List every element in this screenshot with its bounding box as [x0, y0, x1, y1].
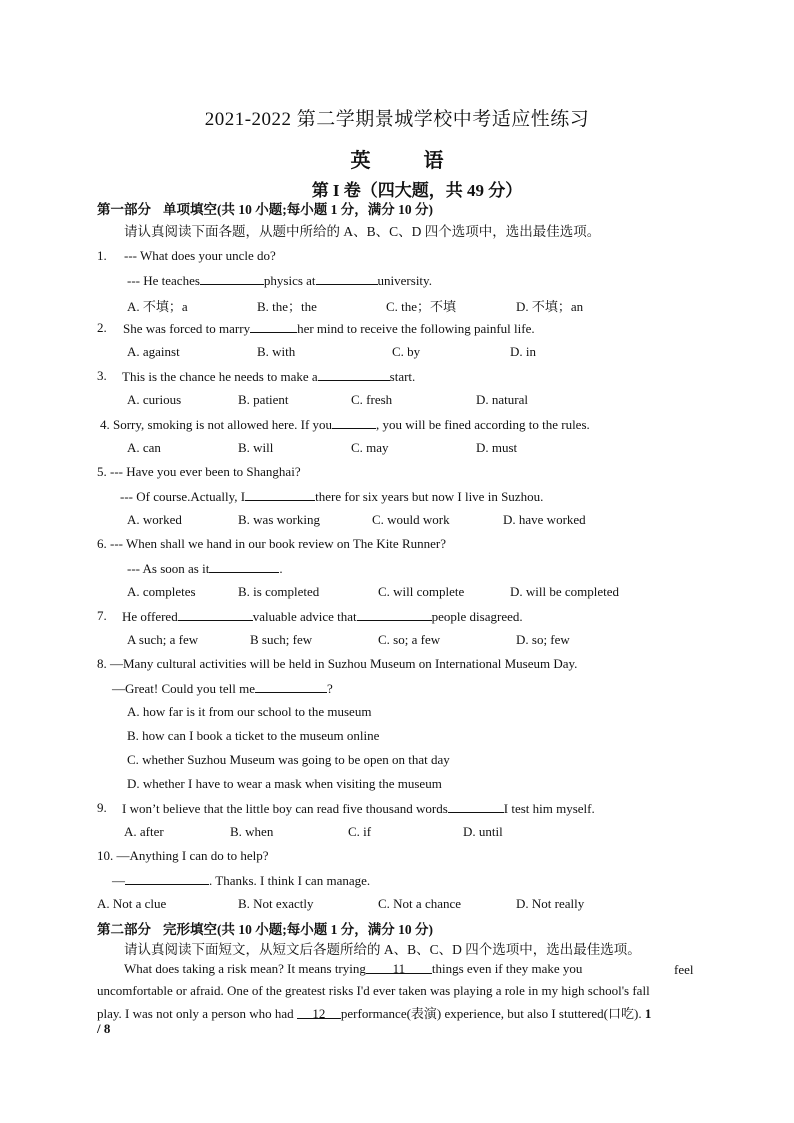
- part1-label: 第一部分: [97, 202, 151, 217]
- option-b: B. how can I book a ticket to the museum online: [127, 728, 380, 743]
- option-d: D. 不填；an: [516, 299, 584, 314]
- option-c: C. if: [348, 824, 372, 839]
- option-b: B such; few: [250, 632, 313, 647]
- option-b: B. will: [238, 440, 274, 455]
- option-c: C. by: [392, 344, 421, 359]
- option-b: B. with: [257, 344, 296, 359]
- part2-title: 完形填空(共 10 小题;每小题 1 分，满分 10 分): [163, 922, 433, 937]
- option-d: D. must: [476, 440, 518, 455]
- question-text: 6. --- When shall we hand in our book review on The Kite Runner?: [97, 536, 446, 551]
- question-text: 4. Sorry, smoking is not allowed here. If you , you will be fined according to the rules.: [100, 417, 590, 432]
- option-d: D. whether I have to wear a mask when visiting the museum: [127, 776, 442, 791]
- option-b: B. patient: [238, 392, 289, 407]
- part1-heading: [97, 198, 433, 218]
- question-text: I won’t believe that the little boy can read five thousand words I test him myself.: [122, 801, 595, 816]
- option-c: C. so; a few: [378, 632, 441, 647]
- answer-blank[interactable]: [357, 608, 432, 621]
- subject-heading: 英 语: [350, 150, 468, 172]
- question-number: 7.: [97, 608, 107, 623]
- passage-line: uncomfortable or afraid. One of the greatest risks I'd ever taken was playing a role in my high school's fall: [97, 983, 650, 998]
- option-c: C. would work: [372, 512, 450, 527]
- option-d: D. until: [463, 824, 503, 839]
- question-text: --- What does your uncle do?: [124, 248, 276, 263]
- option-b: B. Not exactly: [238, 896, 314, 911]
- answer-blank[interactable]: [250, 320, 297, 333]
- question-text: 8. —Many cultural activities will be held in Suzhou Museum on International Museum Day.: [97, 656, 578, 671]
- part2-label: 第二部分: [97, 922, 151, 937]
- part1-title: 单项填空(共 10 小题;每小题 1 分，满分 10 分): [163, 202, 433, 217]
- answer-blank-12[interactable]: 12: [297, 1006, 341, 1019]
- answer-blank[interactable]: [255, 680, 327, 693]
- option-c: C. fresh: [351, 392, 393, 407]
- option-a: A. worked: [127, 512, 182, 527]
- question-text: — . Thanks. I think I can manage.: [112, 873, 371, 888]
- option-a: A. curious: [127, 392, 182, 407]
- question-text: 5. --- Have you ever been to Shanghai?: [97, 464, 301, 479]
- question-text: —Great! Could you tell me ?: [112, 681, 333, 696]
- answer-blank[interactable]: [178, 608, 253, 621]
- answer-blank[interactable]: [316, 272, 378, 285]
- option-a: A. after: [124, 824, 164, 839]
- option-d: D. have worked: [503, 512, 586, 527]
- question-text: She was forced to marry her mind to receive the following painful life.: [123, 321, 535, 336]
- option-d: D. natural: [476, 392, 528, 407]
- exam-title: 2021-2022 第二学期景城学校中考适应性练习: [204, 109, 590, 130]
- answer-blank[interactable]: [200, 272, 264, 285]
- answer-blank[interactable]: [245, 488, 315, 501]
- answer-blank[interactable]: [125, 872, 209, 885]
- option-a: A. against: [127, 344, 180, 359]
- option-c: C. Not a chance: [378, 896, 462, 911]
- passage-word: feel: [674, 962, 694, 977]
- passage-line: play. I was not only a person who had 12 performance(表演) experience, but also I stuttered(口吃). 1: [97, 1006, 652, 1021]
- option-a: A. completes: [127, 584, 196, 599]
- option-a: A. can: [127, 440, 161, 455]
- question-text: --- Of course.Actually, I there for six years but now I live in Suzhou.: [120, 489, 544, 504]
- option-c: C. may: [351, 440, 389, 455]
- option-d: D. so; few: [516, 632, 570, 647]
- question-text: --- As soon as it .: [127, 561, 283, 576]
- answer-blank[interactable]: [318, 368, 390, 381]
- passage-line: What does taking a risk mean? It means trying 11 things even if they make you: [124, 961, 583, 976]
- question-number: 3.: [97, 368, 107, 383]
- question-number: 1.: [97, 248, 107, 263]
- question-text: 10. —Anything I can do to help?: [97, 848, 269, 863]
- answer-blank[interactable]: [448, 800, 504, 813]
- question-text: This is the chance he needs to make a start.: [122, 369, 416, 384]
- option-b: B. is completed: [238, 584, 320, 599]
- answer-blank-11[interactable]: 11: [366, 961, 432, 974]
- page-number: 1: [644, 1006, 652, 1021]
- question-number: 2.: [97, 320, 107, 335]
- question-text: He offered valuable advice that people disagreed.: [122, 609, 523, 624]
- option-c: C. whether Suzhou Museum was going to be open on that day: [127, 752, 450, 767]
- question-text: --- He teaches physics at university.: [127, 273, 432, 288]
- option-a: A. 不填；a: [127, 299, 188, 314]
- answer-blank[interactable]: [332, 416, 376, 429]
- option-b: B. was working: [238, 512, 320, 527]
- option-b: B. the；the: [257, 299, 317, 314]
- option-d: D. in: [510, 344, 536, 359]
- option-d: D. Not really: [516, 896, 585, 911]
- question-number: 9.: [97, 800, 107, 815]
- option-c: C. the；不填: [386, 299, 457, 314]
- option-c: C. will complete: [378, 584, 465, 599]
- option-b: B. when: [230, 824, 274, 839]
- part1-instruction: 请认真阅读下面各题，从题中所给的 A、B、C、D 四个选项中，选出最佳选项。: [124, 224, 601, 239]
- answer-blank[interactable]: [209, 560, 279, 573]
- option-a: A. Not a clue: [97, 896, 167, 911]
- option-d: D. will be completed: [510, 584, 620, 599]
- option-a: A. how far is it from our school to the museum: [127, 704, 372, 719]
- page-total: / 8: [97, 1021, 111, 1036]
- option-a: A such; a few: [127, 632, 199, 647]
- part2-instruction: 请认真阅读下面短文，从短文后各题所给的 A、B、C、D 四个选项中，选出最佳选项。: [124, 942, 641, 957]
- volume-heading: 第 I 卷（四大题，共 49 分）: [311, 181, 523, 200]
- part2-heading: [97, 918, 433, 938]
